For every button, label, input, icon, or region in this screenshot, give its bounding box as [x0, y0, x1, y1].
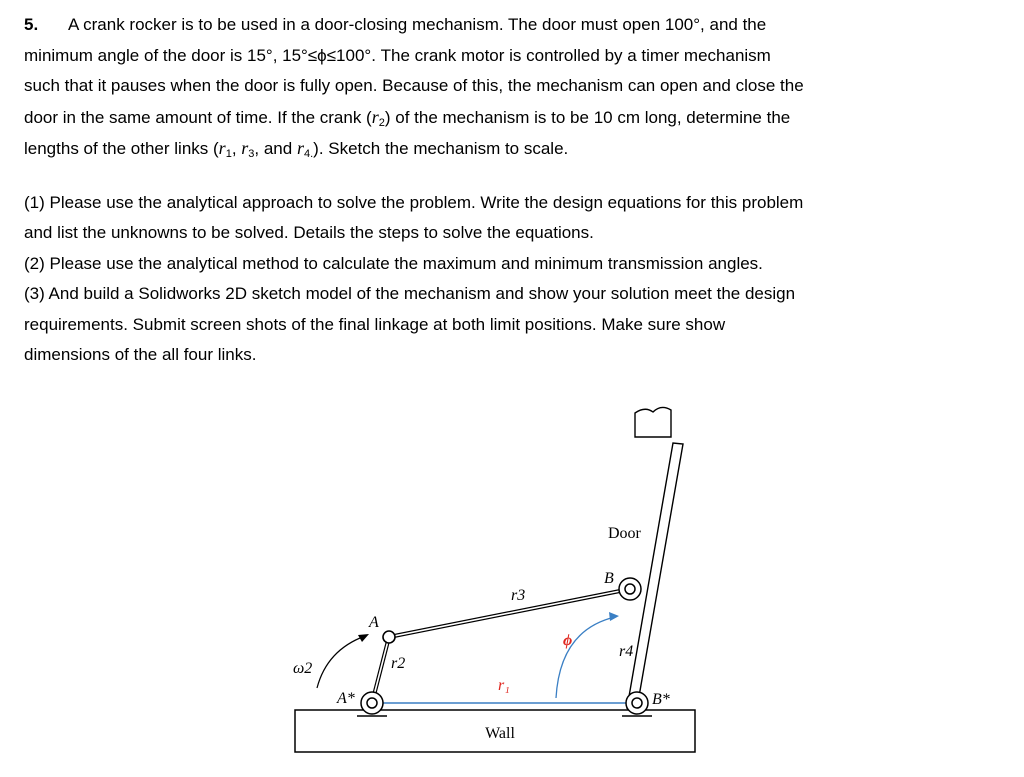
question-1-line-2: and list the unknowns to be solved. Details the steps to solve the equations. — [24, 223, 594, 242]
mechanism-diagram — [285, 390, 705, 765]
separator-1: , — [231, 139, 242, 158]
question-3-line-3: dimensions of the all four links. — [24, 345, 257, 364]
separator-2: , and — [254, 139, 297, 158]
coupler-link-inner — [389, 589, 630, 637]
problem-text — [24, 10, 964, 371]
r1-variable: r — [218, 138, 226, 158]
r3-subscript: 3 — [248, 148, 255, 160]
statement-line-4: door in the same amount of time. If the crank ( — [24, 107, 372, 127]
A-star-label: A* — [337, 690, 355, 707]
question-3-line-2: requirements. Submit screen shots of the final linkage at both limit positions. Make sure show — [24, 314, 726, 334]
r4-label: r4 — [619, 643, 634, 660]
phi-label: ϕ — [563, 632, 573, 649]
B-label: B — [604, 570, 614, 587]
statement-line-1: A crank rocker is to be used in a door-closing mechanism. The door must open 100°, and the — [68, 15, 767, 34]
r1-label: r₁ — [498, 677, 510, 694]
mechanism-figure — [285, 390, 705, 770]
door-panel — [627, 443, 683, 708]
B-star-label: B* — [652, 691, 670, 708]
wall-label: Wall — [485, 725, 515, 742]
omega-arc — [317, 636, 365, 688]
A-label: A — [369, 614, 379, 631]
statement-line-5: lengths of the other links ( — [24, 139, 219, 158]
r3-variable: r — [241, 138, 249, 158]
pivot-B-star-inner — [632, 698, 642, 708]
question-1-line-1: (1) Please use the analytical approach to solve the problem. Write the design equations for this problem — [24, 192, 804, 212]
r4-subscript: 4. — [303, 148, 314, 160]
question-2: (2) Please use the analytical method to calculate the maximum and minimum transmission angles. — [24, 253, 763, 273]
r2-label: r2 — [391, 655, 406, 672]
r4-variable: r — [296, 138, 304, 158]
crank-variable: r — [371, 106, 379, 127]
joint-B-inner — [625, 584, 635, 594]
r3-label: r3 — [511, 587, 526, 604]
omega2-label: ω2 — [293, 660, 313, 677]
questions — [24, 188, 964, 371]
door-top-detail — [635, 407, 671, 437]
pivot-A-star-inner — [367, 698, 377, 708]
problem-statement — [24, 10, 964, 165]
question-3-line-1: (3) And build a Solidworks 2D sketch model of the mechanism and show your solution meet the design — [24, 284, 796, 303]
crank-subscript: 2 — [378, 116, 385, 129]
statement-line-4-end: ) of the mechanism is to be 10 cm long, determine the — [384, 107, 791, 127]
joint-A — [383, 631, 395, 643]
r1-subscript: 1 — [225, 148, 232, 160]
phi-arc — [556, 617, 615, 698]
statement-line-5-end: ). Sketch the mechanism to scale. — [313, 139, 569, 158]
door-label: Door — [608, 525, 641, 542]
statement-line-3: such that it pauses when the door is fully open. Because of this, the mechanism can open and close the — [24, 76, 804, 95]
phi-arrowhead — [609, 612, 619, 621]
statement-line-2: minimum angle of the door is 15°, 15°≤ϕ≤100°. The crank motor is controlled by a timer mechanism — [24, 45, 771, 65]
problem-number: 5. — [24, 15, 39, 34]
